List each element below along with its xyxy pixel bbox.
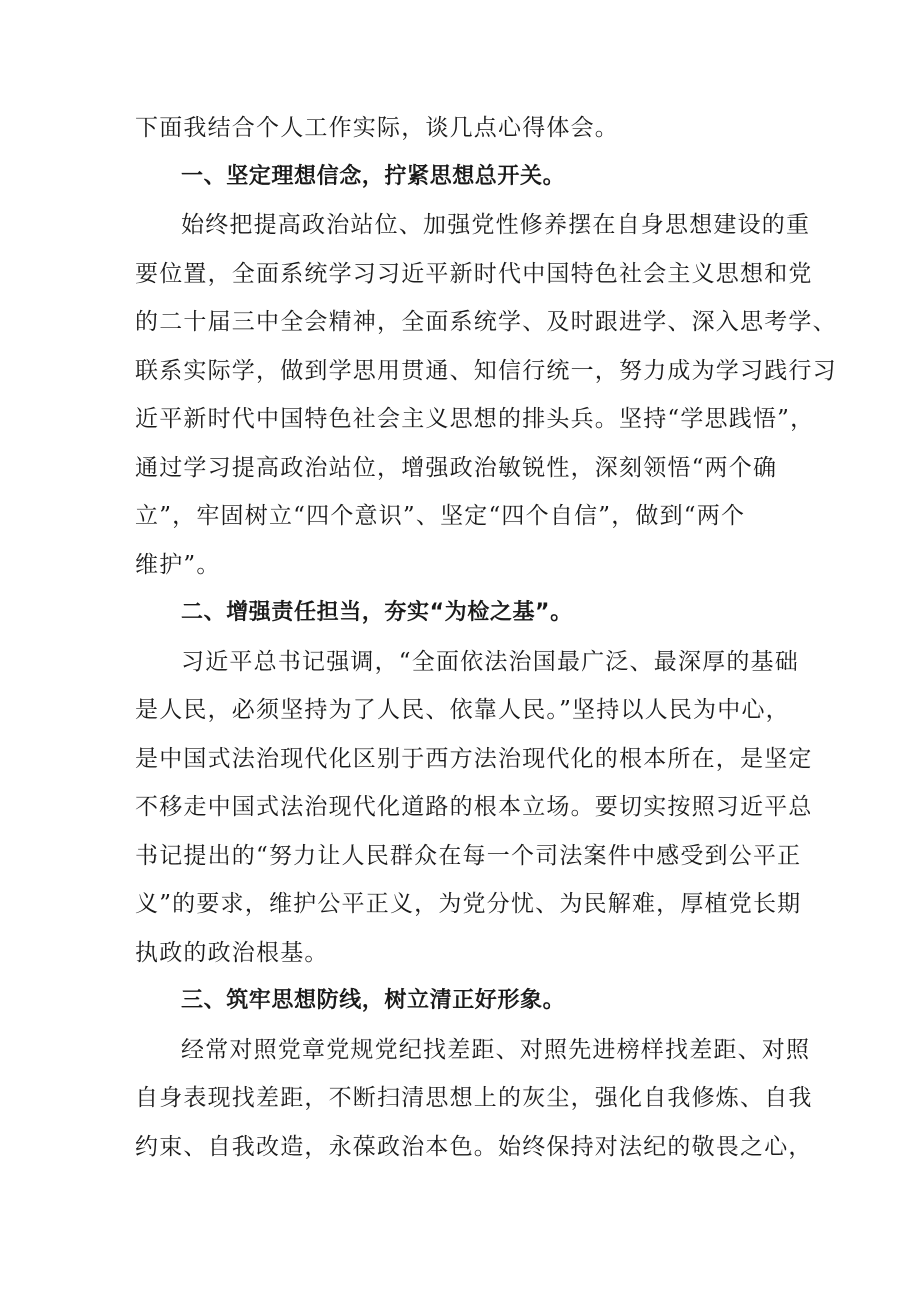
document-body xyxy=(135,104,837,1171)
paragraph-line: 是中国式法治现代化区别于西方法治现代化的根本所在，是坚定 xyxy=(135,745,813,772)
paragraph-line: 自身表现找差距，不断扫清思想上的灰尘，强化自我修炼、自我 xyxy=(135,1085,813,1111)
paragraph-line: 维护”。 xyxy=(135,551,221,578)
paragraph-line: 经常对照党章党规党纪找差距、对照先进榜样找差距、对照 xyxy=(181,1036,811,1063)
paragraph-line: 下面我结合个人工作实际，谈几点心得体会。 xyxy=(135,115,619,141)
paragraph-line: 不移走中国式法治现代化道路的根本立场。要切实按照习近平总 xyxy=(135,794,813,820)
paragraph-line: 义”的要求，维护公平正义，为党分忧、为民解难，厚植党长期 xyxy=(135,891,802,917)
paragraph-line: 近平新时代中国特色社会主义思想的排头兵。坚持“学思践悟”， xyxy=(135,406,815,432)
paragraph-line: 习近平总书记强调，“全面依法治国最广泛、最深厚的基础 xyxy=(181,648,799,675)
paragraph-line: 约束、自我改造，永葆政治本色。始终保持对法纪的敬畏之心， xyxy=(135,1133,813,1160)
paragraph-line: 要位置，全面系统学习习近平新时代中国特色社会主义思想和党 xyxy=(135,260,813,287)
section-heading-2: 二、增强责任担当，夯实“为检之基”。 xyxy=(181,600,573,625)
paragraph-line: 通过学习提高政治站位，增强政治敏锐性，深刻领悟“两个确 xyxy=(135,454,778,481)
section-heading-3: 三、筑牢思想防线，树立清正好形象。 xyxy=(181,988,566,1013)
paragraph-line: 的二十届三中全会精神，全面系统学、及时跟进学、深入思考学、 xyxy=(135,309,837,335)
paragraph-line: 书记提出的“努力让人民群众在每一个司法案件中感受到公平正 xyxy=(135,842,802,869)
paragraph-line: 执政的政治根基。 xyxy=(135,939,329,966)
paragraph-line: 是人民，必须坚持为了人民、依靠人民。”坚持以人民为中心， xyxy=(135,697,790,723)
paragraph-line: 立”，牢固树立“四个意识”、坚定“四个自信”，做到“两个 xyxy=(135,503,746,529)
section-heading-1: 一、坚定理想信念，拧紧思想总开关。 xyxy=(181,163,566,189)
paragraph-line: 始终把提高政治站位、加强党性修养摆在自身思想建设的重 xyxy=(181,212,811,238)
paragraph-line: 联系实际学，做到学思用贯通、知信行统一，努力成为学习践行习 xyxy=(135,357,837,384)
